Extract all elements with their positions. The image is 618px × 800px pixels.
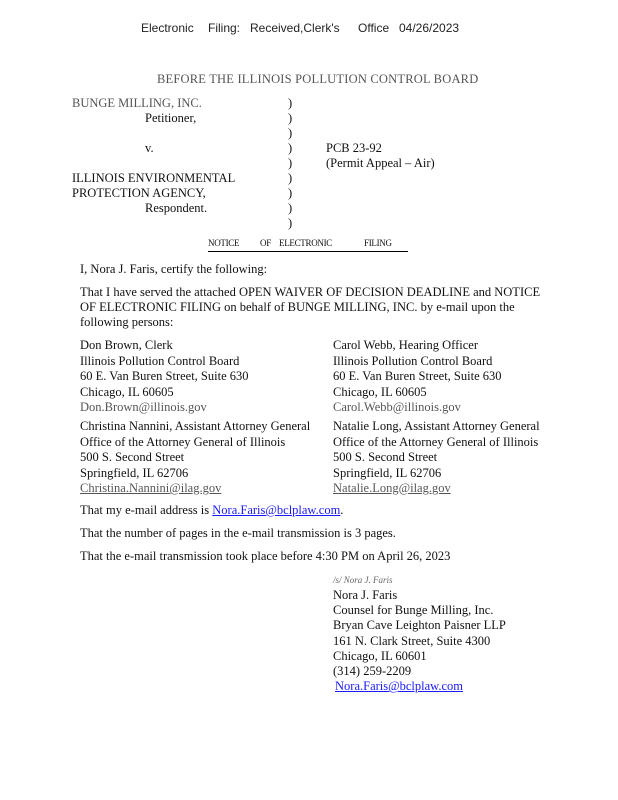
- paren: ): [288, 171, 293, 185]
- case-type: (Permit Appeal – Air): [326, 156, 435, 170]
- paren: ): [288, 186, 293, 200]
- recipient-name: Carol Webb, Hearing Officer: [333, 338, 479, 352]
- signer-name: Nora J. Faris: [333, 588, 398, 602]
- signature: /s/ Nora J. Faris: [333, 575, 393, 585]
- recipient-org: Office of the Attorney General of Illinois: [80, 434, 286, 449]
- email-statement-text: That my e-mail address is: [80, 503, 210, 517]
- notice-word: NOTICE: [208, 238, 240, 248]
- recipient-street: 500 S. Second Street: [333, 450, 438, 464]
- served-line-2: OF ELECTRONIC FILING on behalf of BUNGE MILLING, INC. by e-mail upon the: [80, 300, 515, 314]
- recipient-city: Springfield, IL 62706: [333, 465, 442, 480]
- recipient-org: Illinois Pollution Control Board: [333, 353, 493, 368]
- paren: ): [288, 111, 293, 125]
- recipient-block: [333, 338, 502, 416]
- served-line-3: following persons:: [80, 315, 174, 329]
- recipient-city: Springfield, IL 62706: [80, 465, 189, 480]
- recipient-city: Chicago, IL 60605: [333, 384, 427, 399]
- recipient-block: [80, 338, 249, 416]
- header-received: Received,Clerk's: [250, 21, 340, 35]
- recipient-org: Office of the Attorney General of Illinois: [333, 434, 539, 449]
- email-statement-suffix: .: [340, 503, 344, 517]
- notice-word: FILING: [364, 238, 392, 248]
- recipient-email[interactable]: Don.Brown@illinois.gov: [80, 400, 207, 414]
- signer-firm: Bryan Cave Leighton Paisner LLP: [333, 618, 506, 633]
- recipient-block: [80, 419, 310, 497]
- served-line-1: That I have served the attached OPEN WAIVER OF DECISION DEADLINE and NOTICE: [80, 285, 541, 299]
- paren: ): [288, 126, 293, 140]
- case-number: PCB 23-92: [326, 141, 382, 155]
- recipient-name: Don Brown, Clerk: [80, 338, 173, 352]
- paren: ): [288, 141, 293, 155]
- respondent-name-1: ILLINOIS ENVIRONMENTAL: [72, 171, 236, 185]
- recipient-email[interactable]: Carol.Webb@illinois.gov: [333, 400, 461, 414]
- recipient-org: Illinois Pollution Control Board: [80, 353, 240, 368]
- signature-block: [333, 588, 506, 694]
- recipient-name: Christina Nannini, Assistant Attorney General: [80, 419, 311, 433]
- paren: ): [288, 216, 293, 230]
- notice-word: ELECTRONIC: [279, 238, 332, 248]
- recipient-street: 60 E. Van Buren Street, Suite 630: [333, 369, 502, 383]
- header-office: Office: [358, 21, 390, 35]
- signer-street: 161 N. Clark Street, Suite 4300: [333, 633, 491, 648]
- signer-city: Chicago, IL 60601: [333, 648, 427, 663]
- recipient-email[interactable]: Christina.Nannini@ilag.gov: [80, 481, 222, 495]
- time-statement: That the e-mail transmission took place before 4:30 PM on April 26, 2023: [80, 549, 451, 563]
- recipient-name: Natalie Long, Assistant Attorney General: [333, 419, 540, 433]
- recipient-street: 60 E. Van Buren Street, Suite 630: [80, 369, 249, 383]
- paren: ): [288, 96, 293, 110]
- certify-text: I, Nora J. Faris, certify the following:: [80, 262, 268, 276]
- board-title: BEFORE THE ILLINOIS POLLUTION CONTROL BOARD: [157, 72, 479, 86]
- pages-statement: That the number of pages in the e-mail transmission is 3 pages.: [80, 526, 396, 540]
- respondent-role: Respondent.: [145, 201, 208, 215]
- signer-email-link[interactable]: Nora.Faris@bclplaw.com: [335, 679, 464, 694]
- petitioner-name: BUNGE MILLING, INC.: [72, 96, 202, 110]
- email-statement: [80, 503, 343, 518]
- header-date: 04/26/2023: [399, 21, 460, 35]
- versus: v.: [145, 141, 154, 155]
- petitioner-role: Petitioner,: [145, 111, 197, 125]
- notice-title: [208, 238, 408, 252]
- recipient-email[interactable]: Natalie.Long@ilag.gov: [333, 481, 451, 495]
- paren: ): [288, 156, 293, 170]
- header-filing: Filing:: [208, 21, 241, 35]
- recipient-block: [333, 419, 540, 497]
- notice-word: OF: [260, 238, 271, 248]
- email-link[interactable]: Nora.Faris@bclplaw.com: [212, 503, 341, 517]
- recipient-city: Chicago, IL 60605: [80, 384, 174, 399]
- header-electronic: Electronic: [141, 21, 194, 35]
- recipient-street: 500 S. Second Street: [80, 450, 185, 464]
- paren: ): [288, 201, 293, 215]
- respondent-name-2: PROTECTION AGENCY,: [72, 186, 206, 200]
- signer-title: Counsel for Bunge Milling, Inc.: [333, 603, 494, 618]
- signer-phone: (314) 259-2209: [333, 664, 412, 679]
